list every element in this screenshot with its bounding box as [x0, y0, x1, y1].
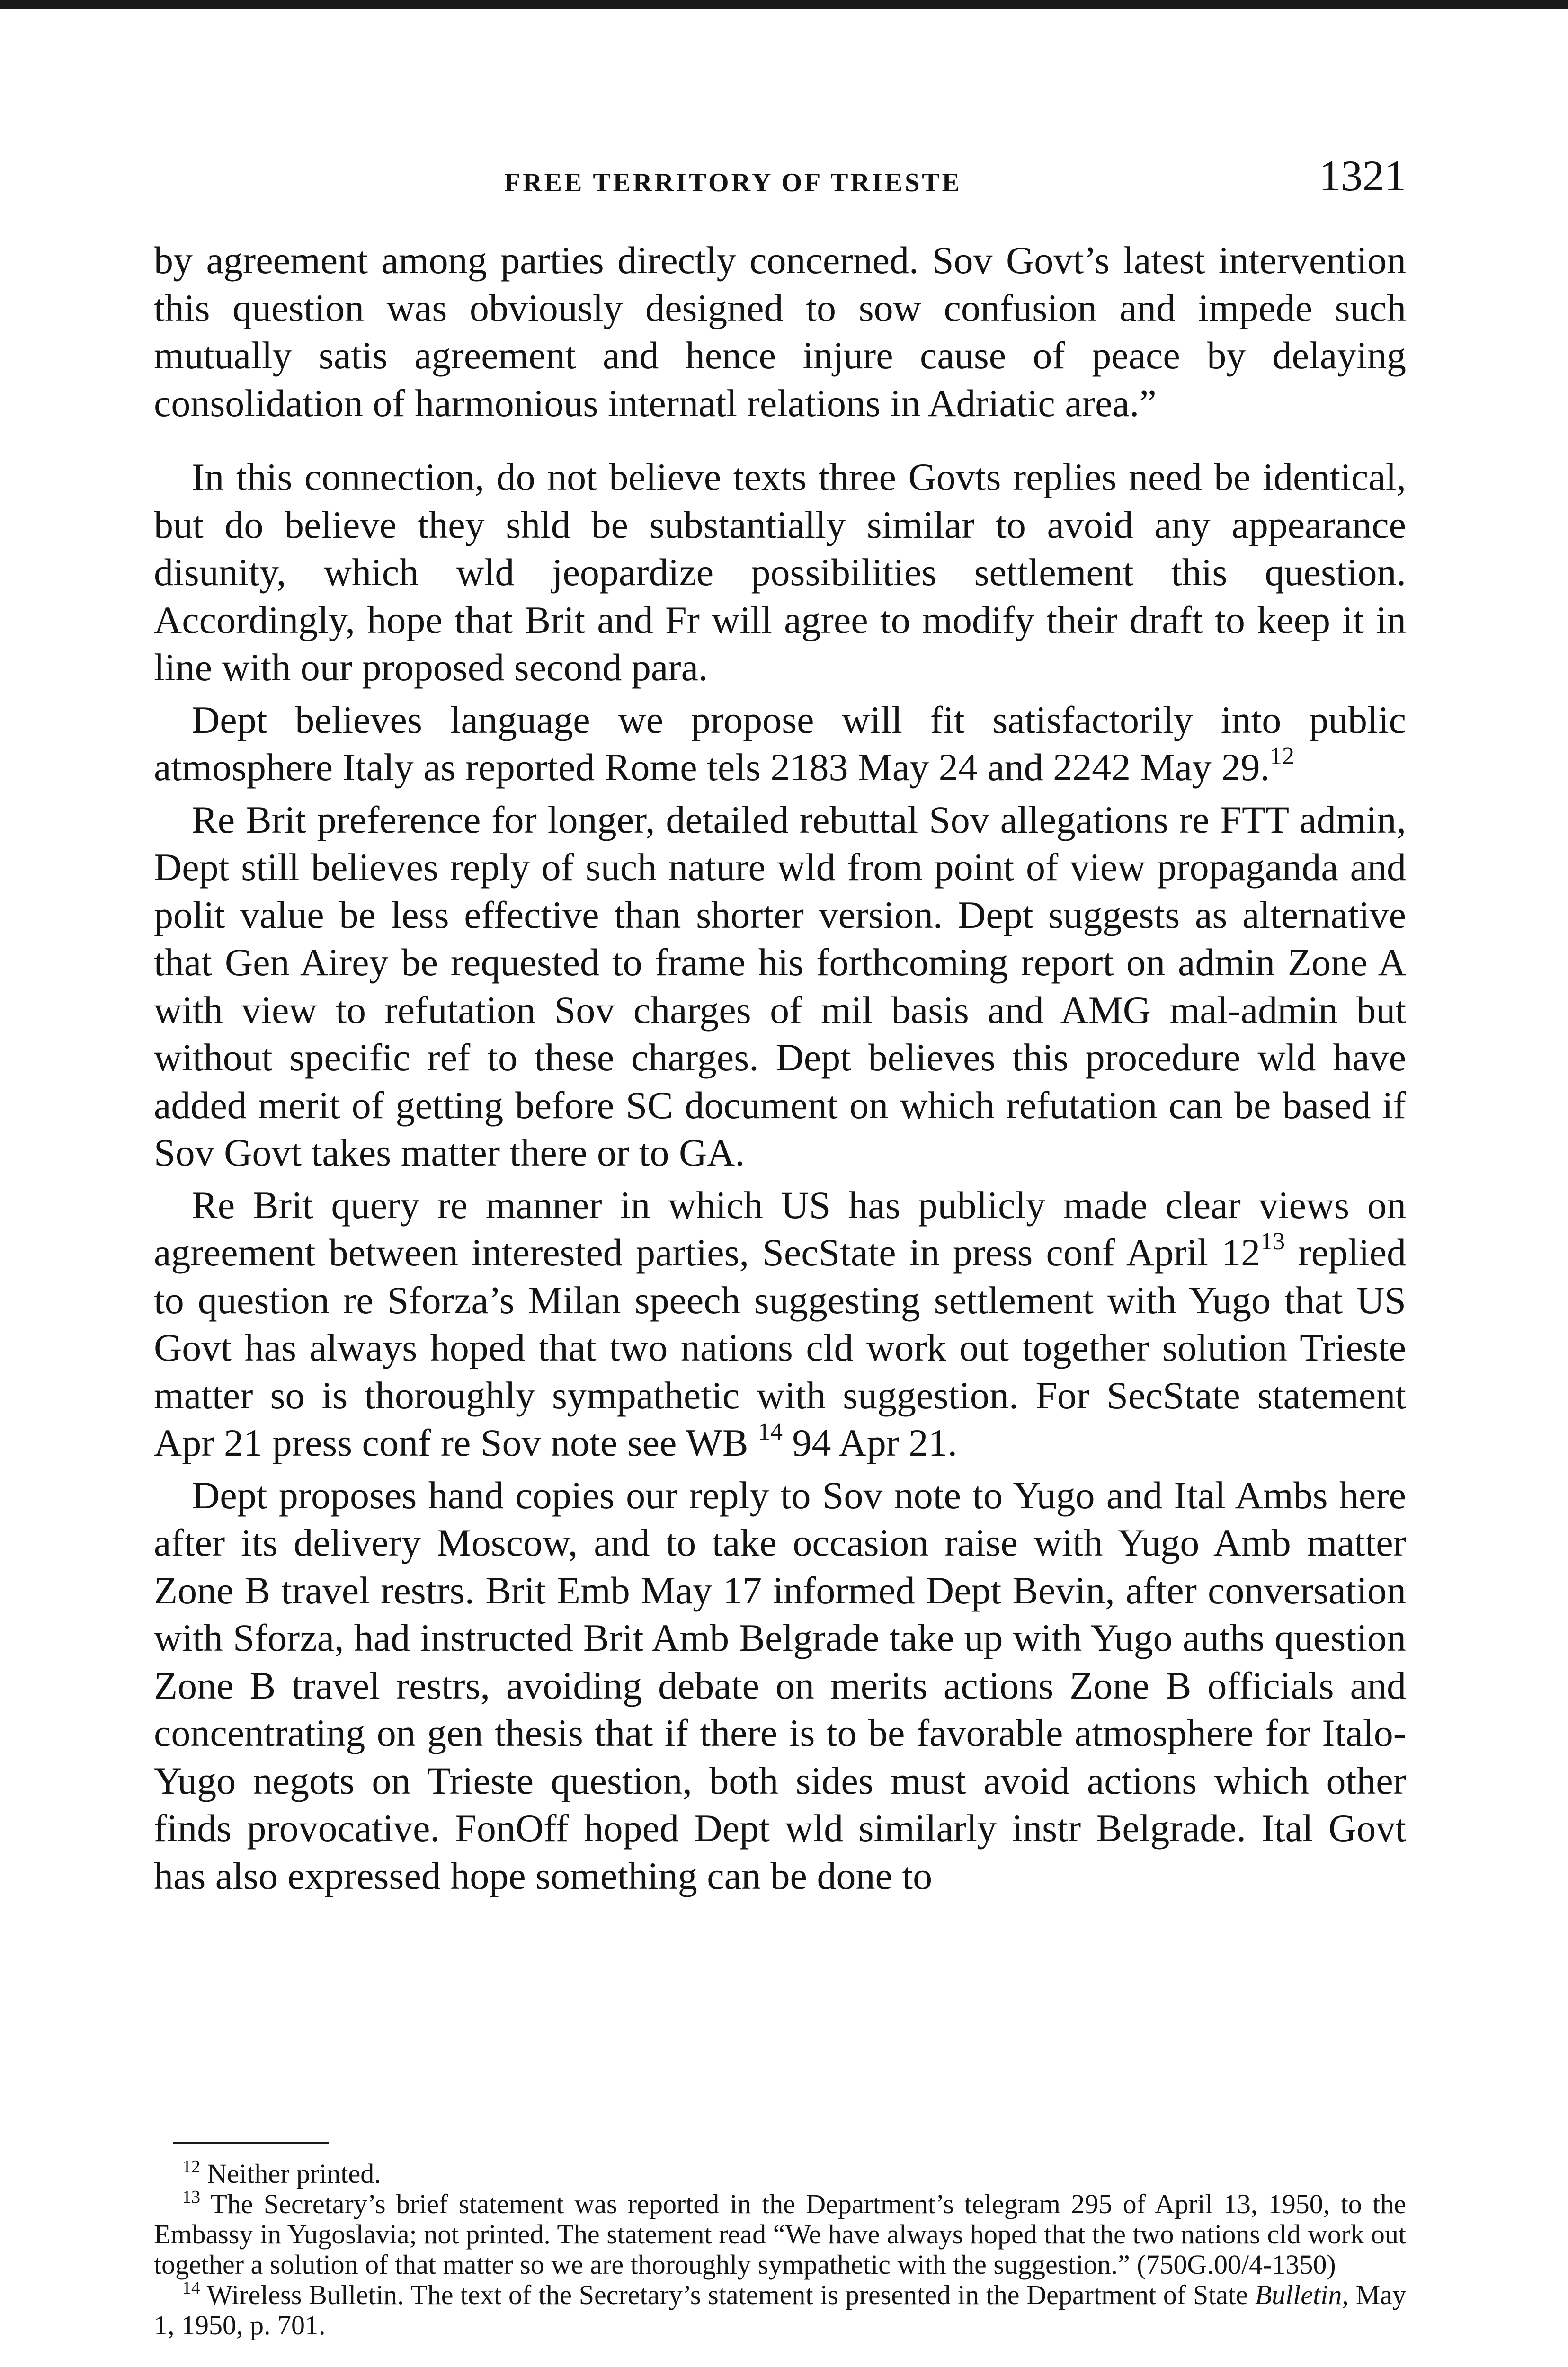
- paragraph: [154, 454, 1406, 692]
- text-run: The Secretary’s brief statement was reported in the Department’s telegram 295 of April 13, 1950, to the Embassy in Yugoslavia; not printed. The statement read “We have always hoped that the two nations cld work out together a solution of that matter so we are thoroughly sympathetic with the suggestion.” (750G.00/4-1350): [154, 2189, 1406, 2280]
- footnote: [154, 2159, 1406, 2189]
- footnote-marker: 14: [758, 1418, 783, 1445]
- text-run: Neither printed.: [200, 2158, 381, 2189]
- footnote-marker: 13: [182, 2187, 200, 2207]
- running-head-title: FREE TERRITORY OF TRIESTE: [504, 168, 962, 197]
- footnote-marker: 12: [1269, 743, 1294, 770]
- paragraph: [154, 1182, 1406, 1467]
- footnote-marker: 12: [182, 2157, 200, 2177]
- body-text: [154, 237, 1406, 1904]
- text-run: In this connection, do not believe texts three Govts replies need be identical, but do believe they shld be substantially similar to avoid any appearance disunity, which wld jeopardize possibilities settlement this question. Accordingly, hope that Brit and Fr will agree to modify their draft to keep it in line with our proposed second para.: [154, 455, 1406, 689]
- paragraph: [154, 237, 1406, 427]
- text-run: Re Brit preference for longer, detailed rebuttal Sov allegations re FTT admin, Dept still believes reply of such nature wld from point of view propaganda and polit value be less effective than shorter version. Dept suggests as alternative that Gen Airey be requested to frame his forthcoming report on admin Zone A with view to refutation Sov charges of mil basis and AMG mal-admin but without specific ref to these charges. Dept believes this procedure wld have added merit of getting before SC document on which refutation can be based if Sov Govt takes matter there or to GA.: [154, 798, 1406, 1174]
- text-run: replied to question re Sforza’s Milan speech suggesting settlement with Yugo that US Govt has always hoped that two nations cld work out together solution Trieste matter so is thoroughly sympathetic with suggestion. For SecState statement Apr 21 press conf re Sov note see WB: [154, 1231, 1406, 1464]
- text-run: Re Brit query re manner in which US has publicly made clear views on agreement between interested parties, SecState in press conf April 12: [154, 1183, 1406, 1274]
- page-number: 1321: [1319, 151, 1406, 200]
- text-run: Wireless Bulletin. The text of the Secretary’s statement is presented in the Department of State: [200, 2279, 1255, 2310]
- footnotes: [154, 2159, 1406, 2340]
- text-run: Dept believes language we propose will fit satisfactorily into public atmosphere Italy as reported Rome tels 2183 May 24 and 2242 May 29.: [154, 698, 1406, 789]
- italic-title: Bulletin: [1255, 2279, 1342, 2310]
- document-page: [154, 0, 1406, 2367]
- paragraph: [154, 1472, 1406, 1900]
- footnote: [154, 2189, 1406, 2280]
- paragraph: [154, 696, 1406, 792]
- text-run: , May 1, 1950, p. 701.: [154, 2279, 1406, 2340]
- running-head: [154, 151, 1406, 203]
- footnote-marker: 13: [1260, 1228, 1285, 1255]
- text-run: 94 Apr 21.: [783, 1421, 958, 1464]
- footnote-marker: 14: [182, 2278, 200, 2298]
- paragraph: [154, 796, 1406, 1177]
- text-run: by agreement among parties directly concerned. Sov Govt’s latest intervention this question was obviously designed to sow confusion and impede such mutually satis agreement and hence injure cause of peace by delaying consolidation of harmonious internatl relations in Adriatic area.”: [154, 239, 1406, 425]
- footnote: [154, 2280, 1406, 2340]
- text-run: Dept proposes hand copies our reply to Sov note to Yugo and Ital Ambs here after its delivery Moscow, and to take occasion raise with Yugo Amb matter Zone B travel restrs. Brit Emb May 17 informed Dept Bevin, after conversation with Sforza, had instructed Brit Amb Belgrade take up with Yugo auths question Zone B travel restrs, avoiding debate on merits actions Zone B officials and concentrating on gen thesis that if there is to be favorable atmosphere for Italo-Yugo negots on Trieste question, both sides must avoid actions which other finds provocative. FonOff hoped Dept wld similarly instr Belgrade. Ital Govt has also expressed hope something can be done to: [154, 1473, 1406, 1897]
- footnote-separator: [173, 2142, 329, 2144]
